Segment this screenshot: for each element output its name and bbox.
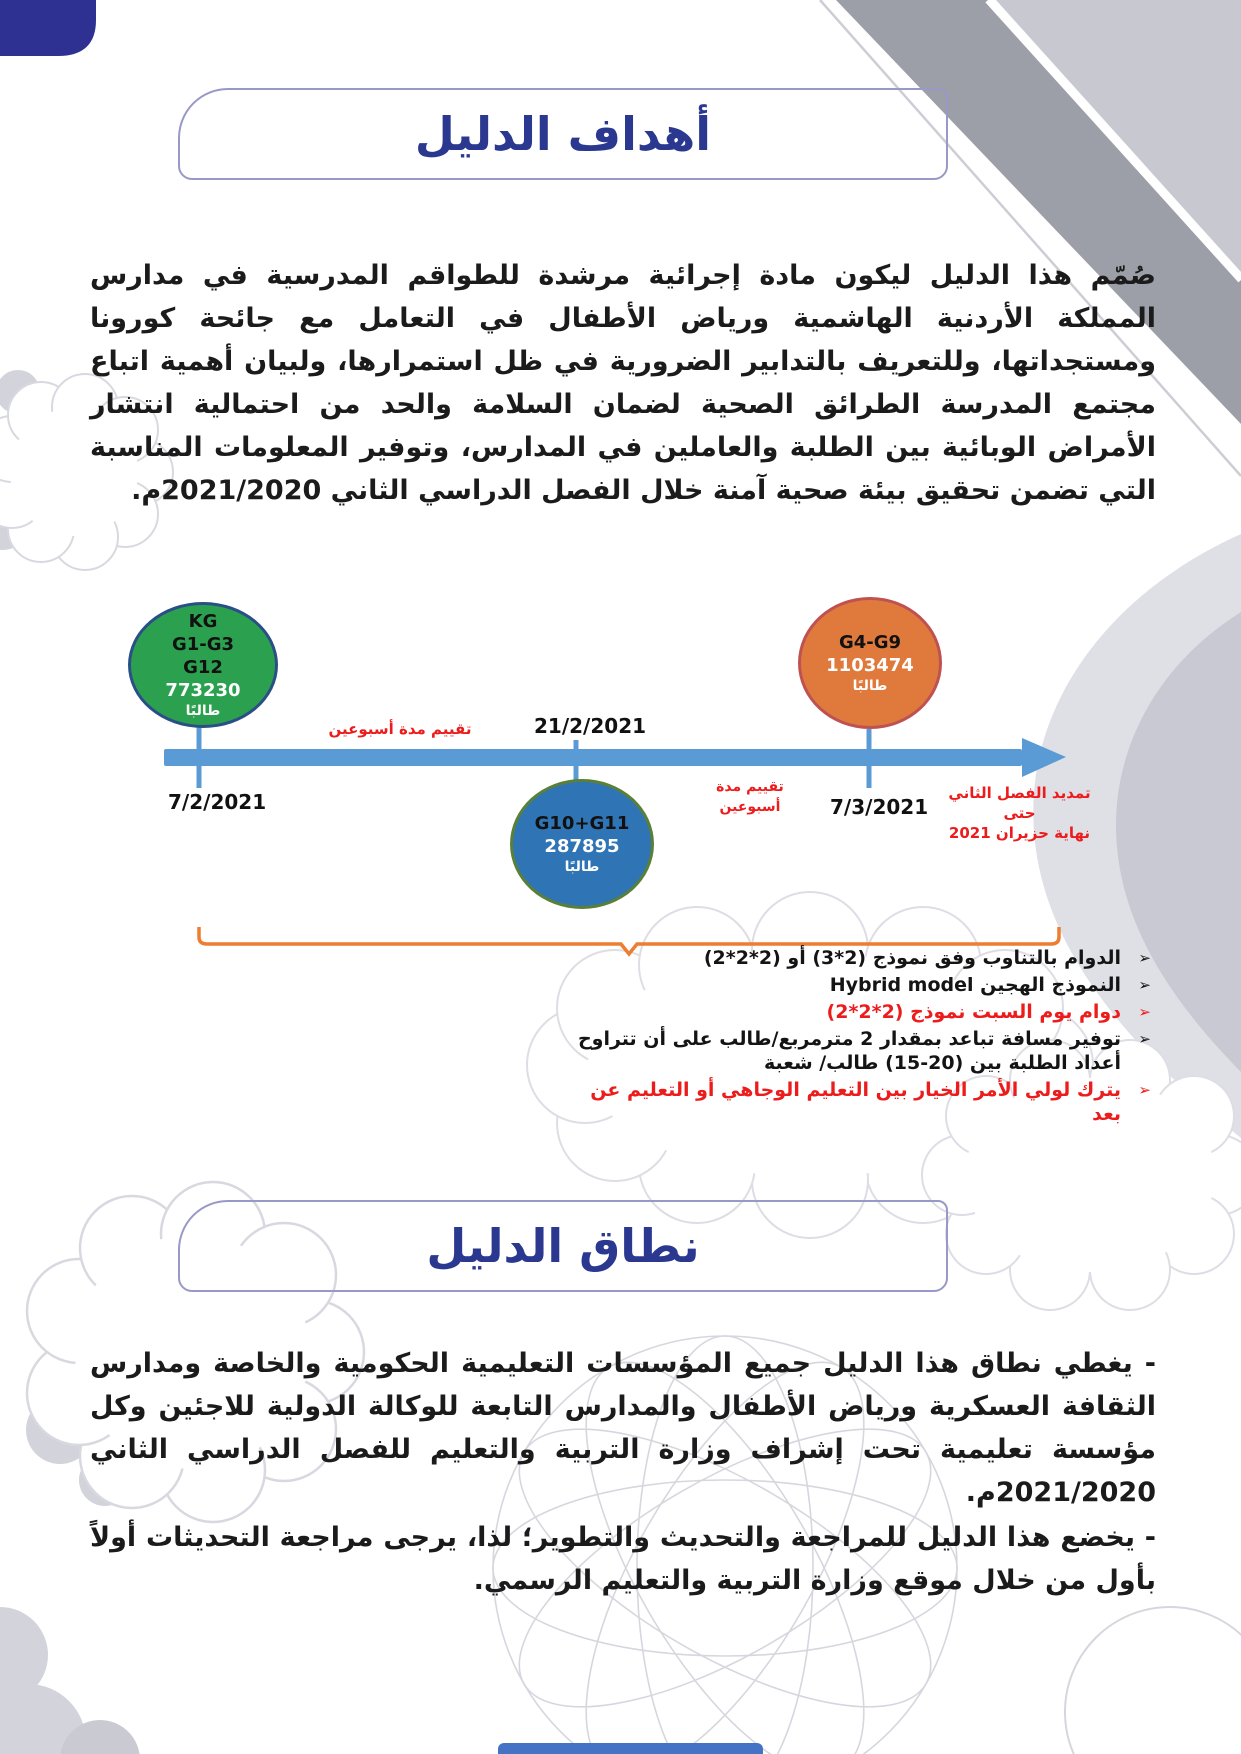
extension-line-2: نهاية حزيران 2021 (948, 824, 1091, 842)
timeline-date-start: 7/2/2021 (168, 790, 267, 814)
list-item-text: النموذج الهجين Hybrid model (829, 974, 1121, 996)
list-item (575, 1078, 1155, 1126)
evaluation-label-1: تقييم مدة أسبوعين (328, 720, 472, 738)
grade-label: G1-G3 (171, 634, 235, 655)
scope-paragraph-2: - يخضع هذا الدليل للمراجعة والتحديث والتطوير؛ لذا، يرجى مراجعة التحديثات أولاً بأول من خلال موقع وزارة التربية والتعليم الرسمي. (90, 1522, 1156, 1596)
student-count: 773230 (165, 680, 241, 701)
timeline-date-mid: 21/2/2021 (534, 714, 647, 738)
student-count: 1103474 (826, 655, 914, 676)
list-item (575, 973, 1155, 997)
extension-line-1: تمديد الفصل الثاني حتى (948, 784, 1091, 822)
list-item-text: دوام يوم السبت نموذج (2*2*2) (826, 1001, 1121, 1023)
student-unit: طالبًا (852, 678, 888, 694)
evaluation-label-2: تقييم مدة أسبوعين (716, 779, 784, 815)
grade-label: G12 (183, 657, 223, 678)
grade-label: KG (188, 611, 218, 632)
list-item (575, 1027, 1155, 1075)
corner-tab-shape (0, 0, 96, 56)
arrow-bullet-icon: ➢ (1138, 949, 1151, 967)
student-unit: طالبًا (564, 859, 600, 875)
arrow-bullet-icon: ➢ (1138, 1030, 1151, 1048)
list-item-text: الدوام بالتناوب وفق نموذج (2*3) أو (2*2*2) (703, 947, 1121, 969)
timeline-group-g4-g9 (798, 597, 942, 729)
list-item (575, 1000, 1155, 1024)
footer-accent-bar (498, 1743, 763, 1754)
scope-paragraph-1: - يغطي نطاق هذا الدليل جميع المؤسسات التعليمية الحكومية والخاصة ومدارس الثقافة العسكرية ورياض الأطفال والمدارس التابعة للوكالة الدولية للاجئين وكل مؤسسة تعليمية تحت إشراف وزارة التربية والتعليم للفصل الدراسي الثاني 2021/2020م. (90, 1348, 1156, 1508)
semester-extension-label (942, 783, 1097, 843)
arrow-bullet-icon: ➢ (1138, 1003, 1151, 1021)
scope-title: نطاق الدليل (426, 1219, 700, 1273)
timeline-date-end: 7/3/2021 (830, 795, 929, 819)
objectives-paragraph: صُمّم هذا الدليل ليكون مادة إجرائية مرشدة للطواقم المدرسية في مدارس المملكة الأردنية الهاشمية ورياض الأطفال في التعامل مع جائحة كورونا ومستجداتها، وللتعريف بالتدابير الضرورية في ظل استمرارها، ولبيان أهمية اتباع مجتمع المدرسة الطرائق الصحية لضمان السلامة والحد من احتمالية انتشار الأمراض الوبائية بين الطلبة والعاملين في المدارس، وتوفير المعلومات المناسبة التي تضمن تحقيق بيئة صحية آمنة خلال الفصل الدراسي الثاني 2021/2020م. (90, 260, 1156, 506)
objectives-title-box (178, 88, 948, 180)
grade-label: G10+G11 (534, 813, 630, 834)
student-unit: طالبًا (185, 703, 221, 719)
timeline-group-g10-g11 (510, 779, 654, 909)
scope-title-box (178, 1200, 948, 1292)
list-item (575, 946, 1155, 970)
objectives-title: أهداف الدليل (414, 107, 712, 161)
grade-label: G4-G9 (838, 632, 902, 653)
attendance-models-list (575, 946, 1155, 1129)
arrow-bullet-icon: ➢ (1138, 1081, 1151, 1099)
arrow-bullet-icon: ➢ (1138, 976, 1151, 994)
list-item-text: توفير مسافة تباعد بمقدار 2 مترمربع/طالب على أن تتراوح أعداد الطلبة بين (20-15) طالب/ شعبة (577, 1028, 1121, 1074)
student-count: 287895 (544, 836, 620, 857)
list-item-text: يترك لولي الأمر الخيار بين التعليم الوجاهي أو التعليم عن بعد (590, 1079, 1121, 1125)
timeline-group-kg-g1-g3-g12 (128, 602, 278, 728)
timeline-arrow-shaft (164, 749, 1022, 766)
